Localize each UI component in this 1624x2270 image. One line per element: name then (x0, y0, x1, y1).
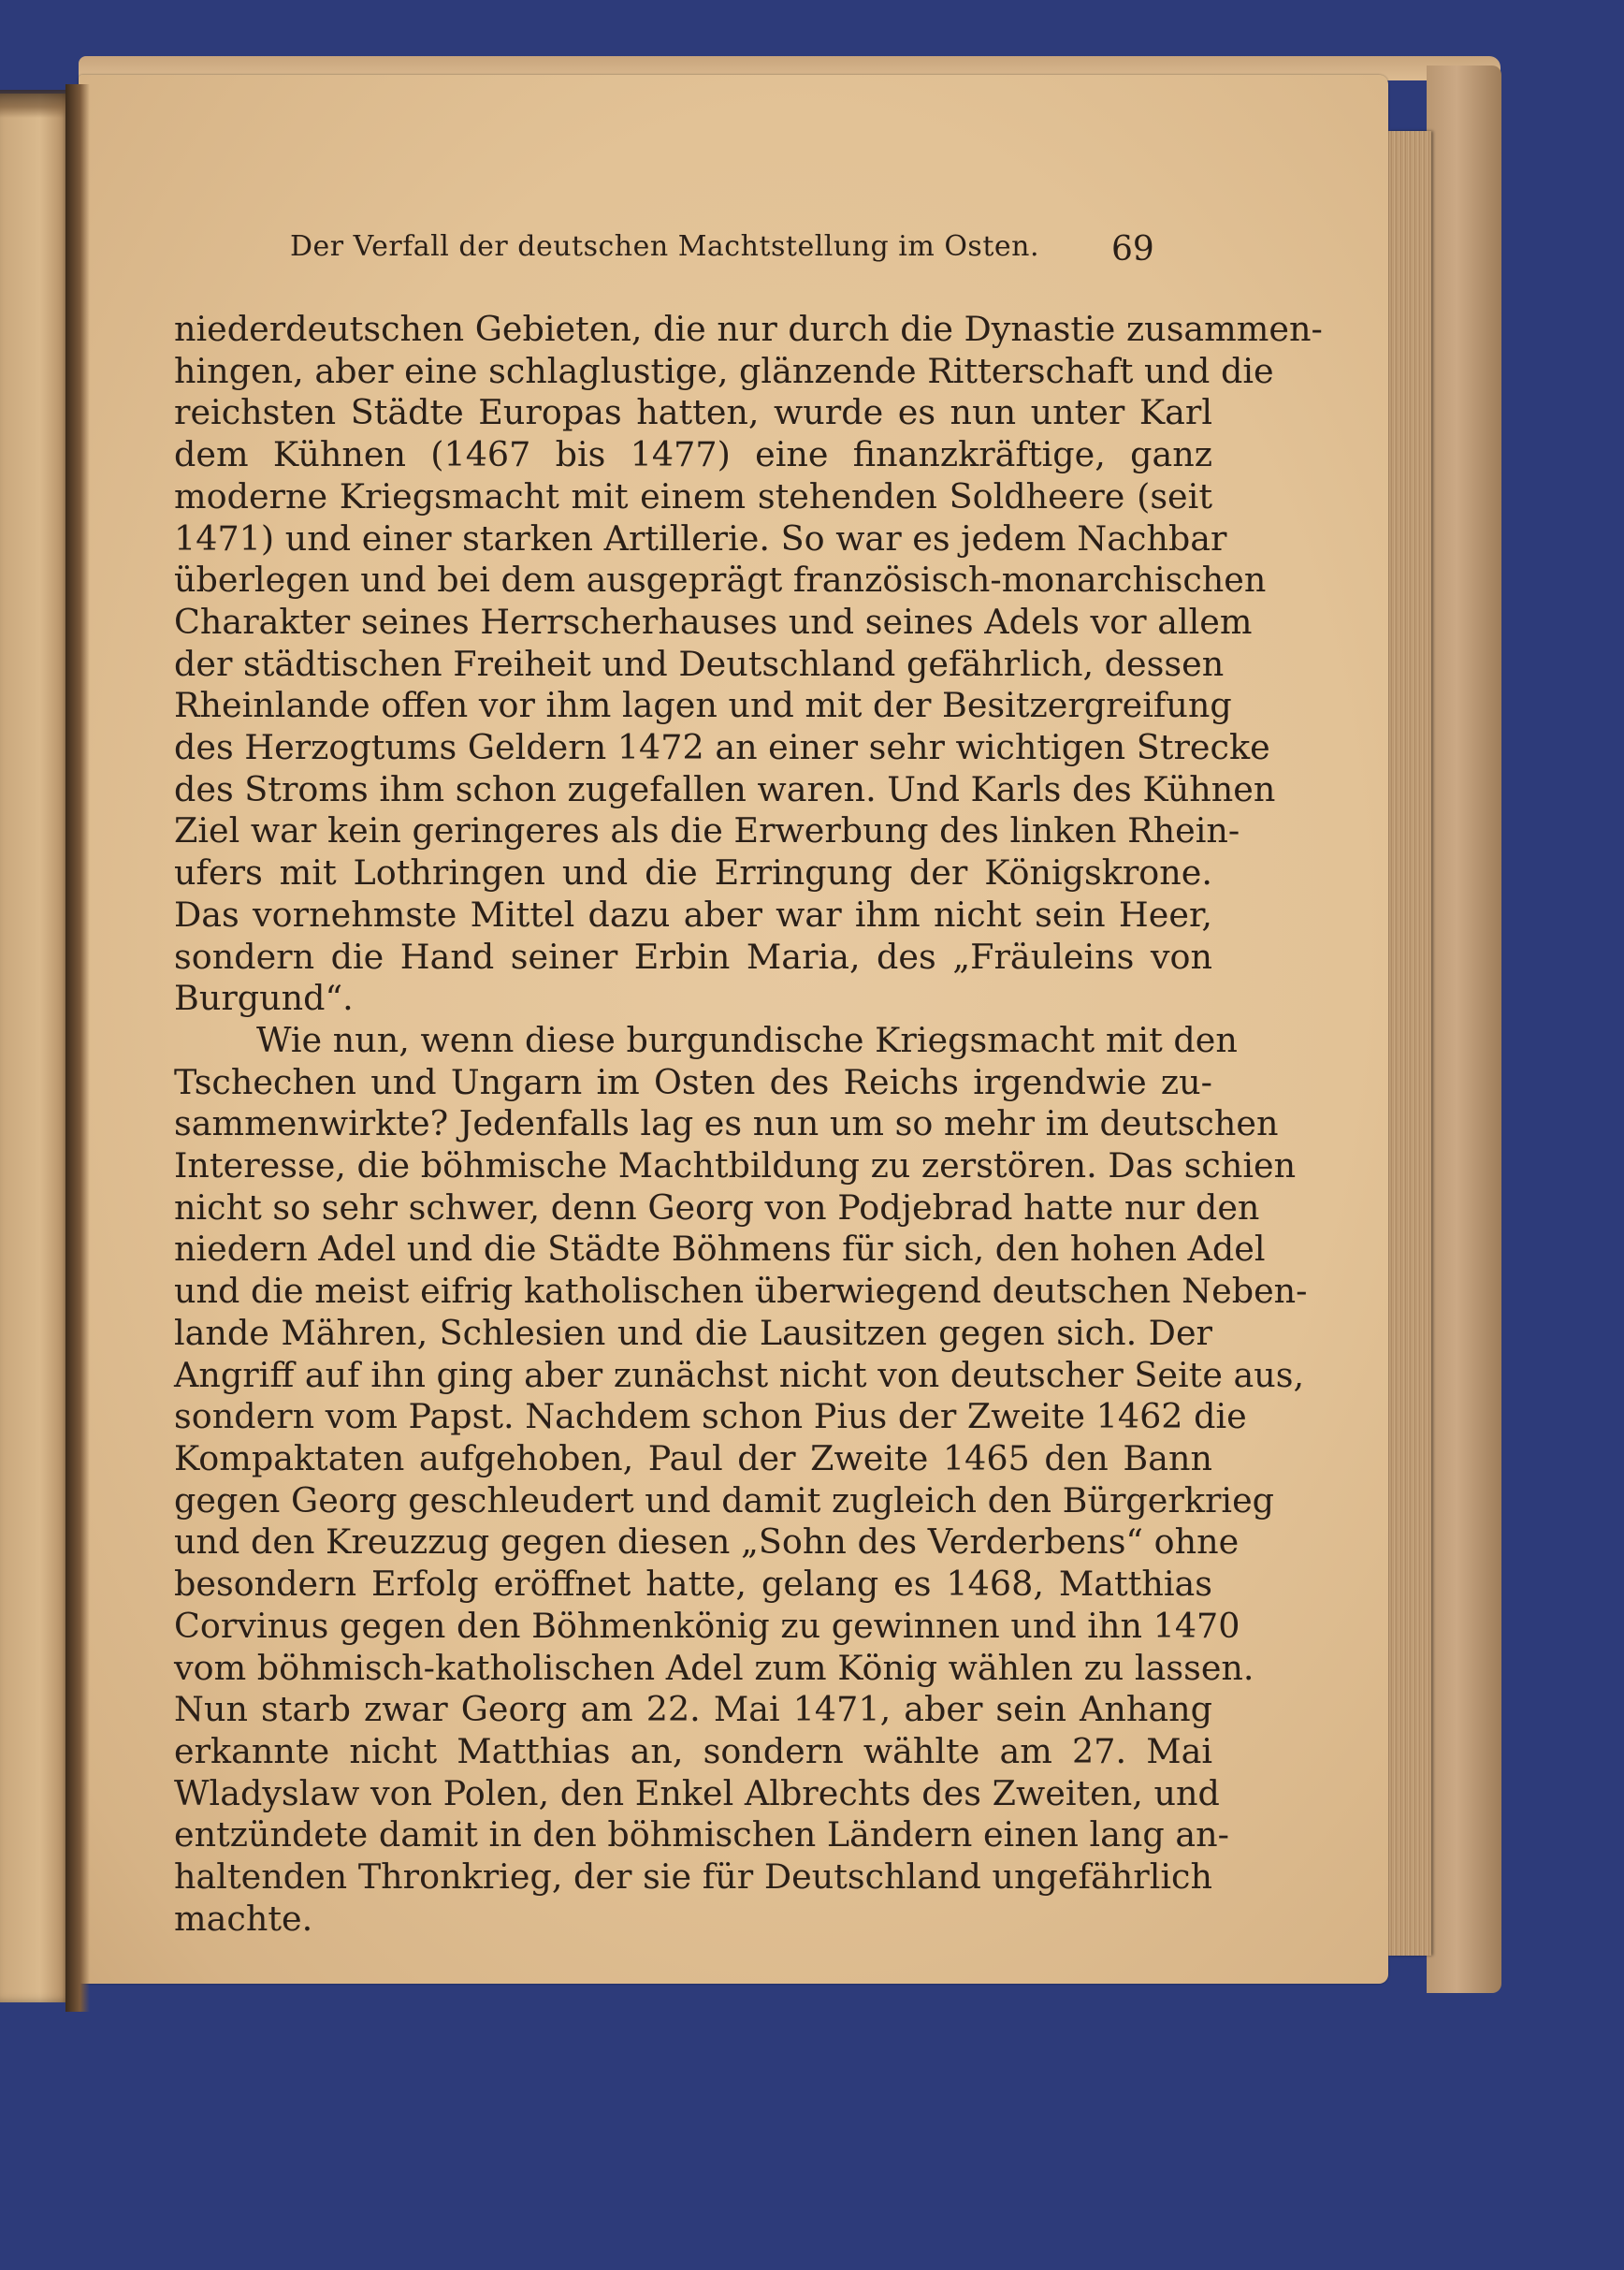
text-line: Nun starb zwar Georg am 22. Mai 1471, aber sein Anhang (174, 1689, 1212, 1730)
text-line: moderne Kriegsmacht mit einem stehenden Soldheere (seit (174, 475, 1212, 517)
left-facing-page (0, 94, 73, 2002)
text-line: erkannte nicht Matthias an, sondern wählte am 27. Mai (174, 1730, 1212, 1771)
text-line: lande Mähren, Schlesien und die Lausitzen gegen sich. Der (174, 1312, 1212, 1353)
page-number: 69 (1111, 230, 1154, 269)
text-line: Kompaktaten aufgehoben, Paul der Zweite 1465 den Bann (174, 1437, 1212, 1478)
text-line: nicht so sehr schwer, denn Georg von Podjebrad hatte nur den (174, 1186, 1260, 1228)
text-line: des Herzogtums Geldern 1472 an einer sehr wichtigen Strecke (174, 727, 1270, 768)
text-line: vom böhmisch-katholischen Adel zum König wählen zu lassen. (174, 1647, 1254, 1688)
text-line: und die meist eifrig katholischen überwiegend deutschen Neben- (174, 1271, 1308, 1312)
text-line: sondern die Hand seiner Erbin Maria, des „Fräuleins von (174, 936, 1212, 977)
paragraph-end-line: machte. (174, 1898, 313, 1939)
text-line: des Stroms ihm schon zugefallen waren. Und Karls des Kühnen (174, 768, 1276, 809)
paragraph-end-line: Burgund“. (174, 978, 354, 1019)
text-line: Charakter seines Herrscherhauses und seines Adels vor allem (174, 601, 1253, 642)
text-line: Rheinlande offen vor ihm lagen und mit der Besitzergreifung (174, 685, 1232, 726)
text-line: Angriff auf ihn ging aber zunächst nicht von deutscher Seite aus, (174, 1354, 1305, 1395)
text-line: überlegen und bei dem ausgeprägt französisch-monarchischen (174, 560, 1267, 601)
text-line: niederdeutschen Gebieten, die nur durch die Dynastie zusammen- (174, 309, 1323, 349)
text-line: besondern Erfolg eröffnet hatte, gelang es 1468, Matthias (174, 1564, 1212, 1605)
text-line: sammenwirkte? Jedenfalls lag es nun um so mehr im deutschen (174, 1103, 1279, 1144)
text-line: dem Kühnen (1467 bis 1477) eine finanzkräftige, ganz (174, 434, 1212, 475)
text-line: Ziel war kein geringeres als die Erwerbung des linken Rhein- (174, 810, 1240, 851)
book-gutter-shadow (65, 84, 90, 2012)
paragraph-start-line: Wie nun, wenn diese burgundische Kriegsmacht mit den (256, 1019, 1238, 1060)
text-line: Wladyslaw von Polen, den Enkel Albrechts des Zweiten, und (174, 1772, 1220, 1813)
text-line: sondern vom Papst. Nachdem schon Pius der Zweite 1462 die (174, 1396, 1247, 1437)
text-line: und den Kreuzzug gegen diesen „Sohn des Verderbens“ ohne (174, 1521, 1240, 1563)
text-line: Interesse, die böhmische Machtbildung zu zerstören. Das schien (174, 1145, 1297, 1186)
book-cover-right-edge (1427, 65, 1501, 1993)
text-line: gegen Georg geschleudert und damit zugleich den Bürgerkrieg (174, 1479, 1275, 1521)
text-line: Tschechen und Ungarn im Osten des Reichs irgendwie zu- (174, 1061, 1212, 1102)
page-edge-stack (1388, 131, 1431, 1956)
text-line: haltenden Thronkrieg, der sie für Deutschland ungefährlich (174, 1856, 1212, 1898)
text-line: niedern Adel und die Städte Böhmens für sich, den hohen Adel (174, 1229, 1266, 1270)
text-line: Corvinus gegen den Böhmenkönig zu gewinnen und ihn 1470 (174, 1605, 1240, 1646)
body-text (174, 309, 1323, 1940)
text-line: 1471) und einer starken Artillerie. So war es jedem Nachbar (174, 517, 1227, 559)
running-head: Der Verfall der deutschen Machtstellung im Osten. (290, 230, 1039, 263)
text-line: hingen, aber eine schlaglustige, glänzende Ritterschaft und die (174, 350, 1274, 391)
text-line: ufers mit Lothringen und die Erringung der Königskrone. (174, 852, 1212, 894)
text-line: reichsten Städte Europas hatten, wurde es nun unter Karl (174, 392, 1212, 433)
text-line: entzündete damit in den böhmischen Ländern einen lang an- (174, 1814, 1229, 1855)
text-line: der städtischen Freiheit und Deutschland gefährlich, dessen (174, 643, 1225, 684)
text-line: Das vornehmste Mittel dazu aber war ihm nicht sein Heer, (174, 894, 1212, 935)
